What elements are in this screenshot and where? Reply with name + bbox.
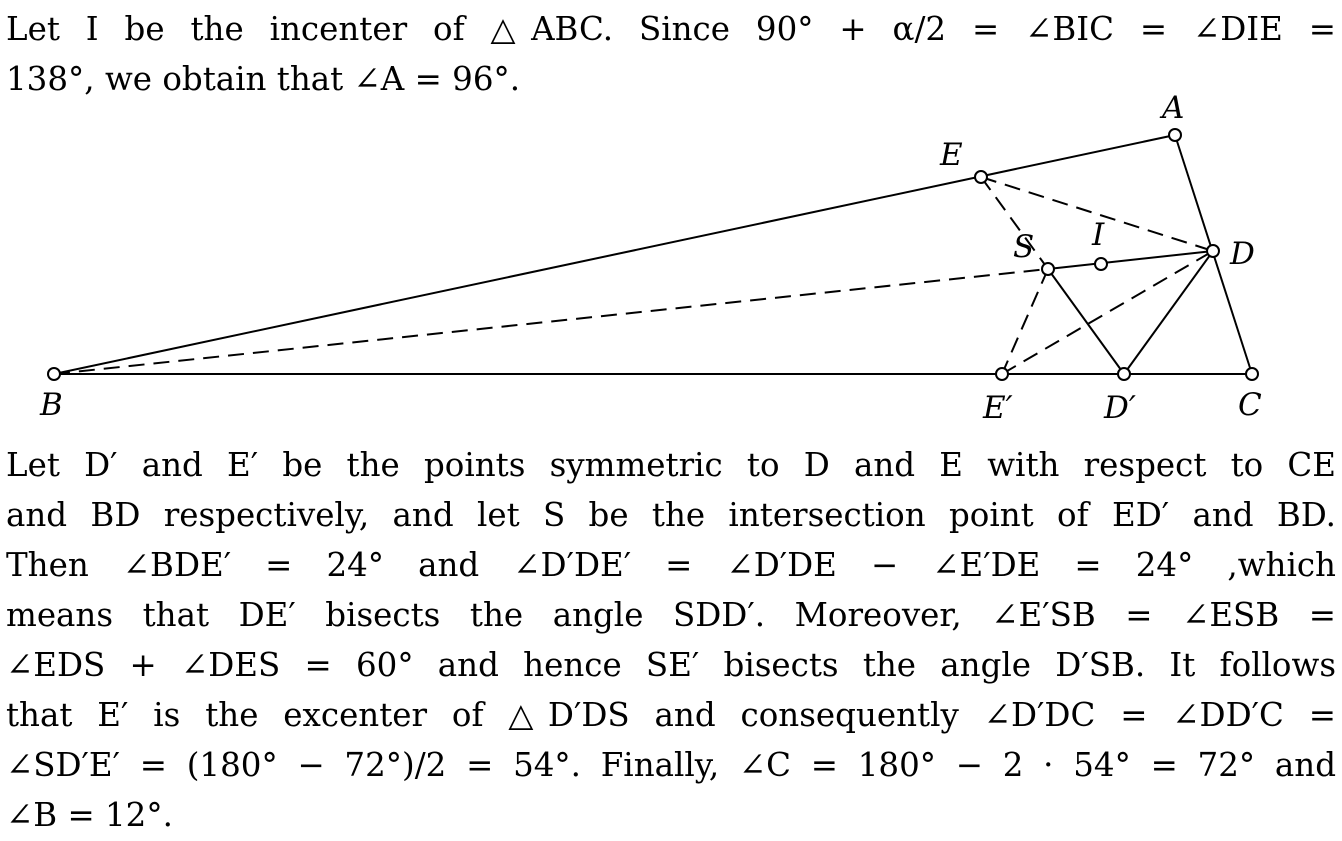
- label-I: I: [1092, 217, 1105, 253]
- triangle-figure: [0, 90, 1342, 435]
- proof-line-7: ∠SD′E′ = (180° − 72°)/2 = 54°. Finally, ∠C = 180° − 2 · 54° = 72° and: [6, 746, 1336, 784]
- label-E: E: [940, 137, 963, 173]
- label-A: A: [1162, 90, 1185, 126]
- intro-line-2: 138°, we obtain that ∠A = 96°.: [6, 60, 521, 98]
- proof-line-2: and BD respectively, and let S be the intersection point of ED′ and BD.: [6, 496, 1336, 534]
- point-I: [1095, 258, 1107, 270]
- point-A: [1169, 129, 1181, 141]
- segment-SDprime: [1048, 269, 1124, 374]
- point-B: [48, 368, 60, 380]
- point-S: [1042, 263, 1054, 275]
- segment-BS-dashed: [54, 269, 1048, 374]
- segment-DDprime: [1124, 251, 1213, 374]
- segment-EprimeD-dashed: [1002, 251, 1213, 374]
- label-C: C: [1238, 387, 1262, 423]
- proof-line-3: Then ∠BDE′ = 24° and ∠D′DE′ = ∠D′DE − ∠E′DE = 24° ,which: [6, 546, 1336, 584]
- proof-line-4: means that DE′ bisects the angle SDD′. Moreover, ∠E′SB = ∠ESB =: [6, 596, 1336, 634]
- proof-line-6: that E′ is the excenter of △D′DS and consequently ∠D′DC = ∠DD′C =: [6, 696, 1336, 734]
- label-D: D: [1230, 236, 1255, 272]
- label-B: B: [40, 387, 63, 423]
- point-E: [975, 171, 987, 183]
- proof-line-5: ∠EDS + ∠DES = 60° and hence SE′ bisects the angle D′SB. It follows: [6, 646, 1336, 684]
- point-C: [1246, 368, 1258, 380]
- point-Dprime: [1118, 368, 1130, 380]
- label-Eprime: E′: [983, 390, 1013, 426]
- intro-line-1: Let I be the incenter of △ABC. Since 90° + α/2 = ∠BIC = ∠DIE =: [6, 10, 1336, 48]
- proof-line-1: Let D′ and E′ be the points symmetric to D and E with respect to CE: [6, 446, 1336, 484]
- intro-paragraph: [6, 4, 1336, 104]
- segment-SEprime-dashed: [1002, 269, 1048, 374]
- proof-paragraph: [6, 440, 1336, 840]
- point-D: [1207, 245, 1219, 257]
- point-Eprime: [996, 368, 1008, 380]
- label-Dprime: D′: [1104, 390, 1136, 426]
- label-S: S: [1013, 229, 1035, 265]
- proof-line-8: ∠B = 12°.: [6, 796, 173, 834]
- segment-BA: [54, 135, 1175, 374]
